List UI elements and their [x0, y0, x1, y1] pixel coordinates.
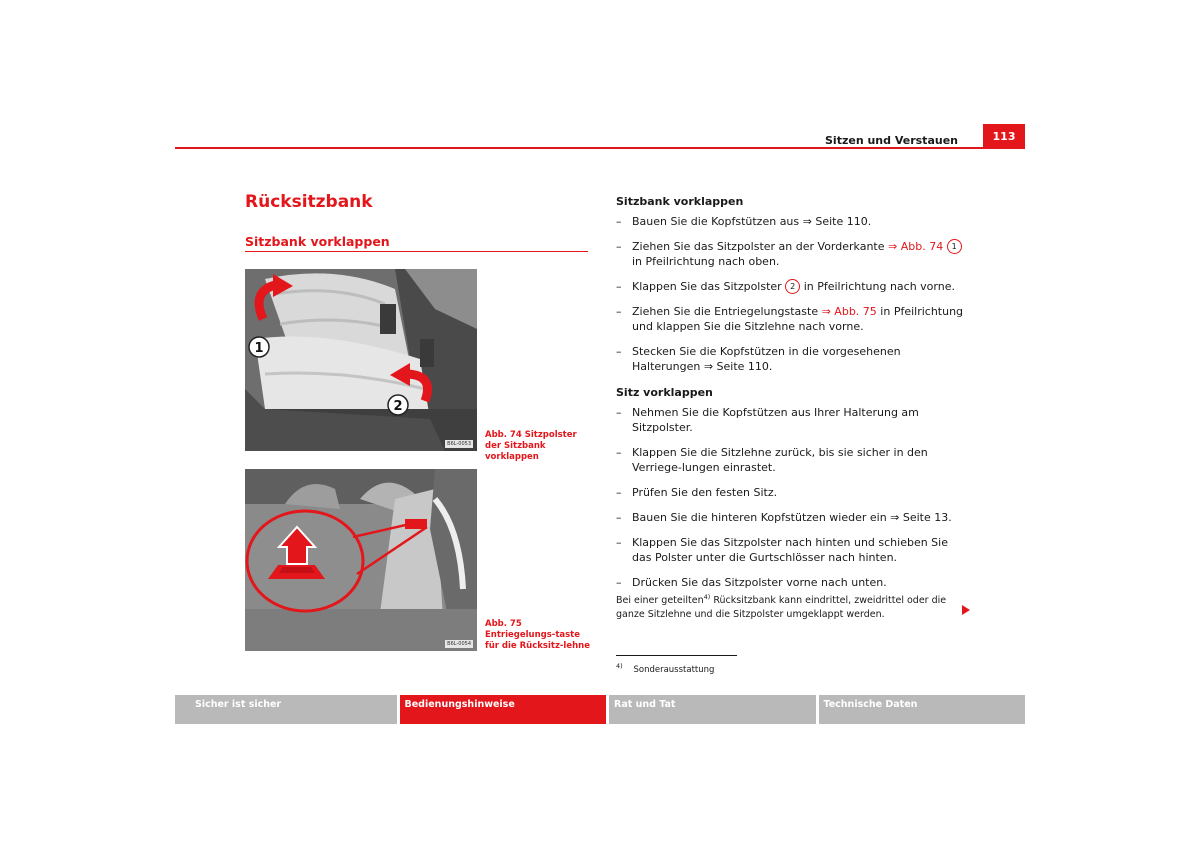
footnote-text: Sonderausstattung: [633, 665, 715, 675]
svg-text:2: 2: [393, 399, 403, 414]
tab-technische-daten[interactable]: Technische Daten: [819, 695, 1026, 724]
footnote-rule: [616, 655, 737, 656]
footer-tabs: [175, 695, 1025, 724]
step-item: – Bauen Sie die hinteren Kopfstützen wieder ein ⇒ Seite 13.: [616, 510, 966, 525]
page-number: 113: [983, 124, 1025, 149]
callout-marker: 2: [785, 279, 800, 294]
step-item: [616, 239, 966, 269]
header-title: Sitzen und Verstauen: [825, 134, 958, 147]
footnote: [616, 662, 714, 675]
step-item: – Prüfen Sie den festen Sitz.: [616, 485, 966, 500]
note-text: Rücksitzbank kann eindrittel, zweidrittel oder die ganze Sitzlehne und die Sitzpolster umgeklappt werden.: [616, 595, 947, 620]
figure-reference-link[interactable]: ⇒ Abb. 74: [888, 240, 944, 253]
main-title: Rücksitzbank: [245, 192, 373, 212]
step-text: Ziehen Sie das Sitzpolster an der Vorderkante: [632, 240, 885, 253]
step-text: in Pfeilrichtung nach vorne.: [803, 280, 955, 293]
sub-title-rule: [245, 251, 588, 252]
sub-title: Sitzbank vorklappen: [245, 234, 390, 249]
step-list: [616, 405, 966, 590]
step-item: [616, 304, 966, 334]
header-rule: [175, 147, 983, 149]
callout-marker: 1: [947, 239, 962, 254]
figure-code: B6L-0053: [447, 441, 471, 447]
step-text: in Pfeilrichtung nach oben.: [632, 255, 780, 268]
svg-text:1: 1: [254, 341, 264, 356]
figure-74-illustration: [245, 269, 477, 451]
step-item: – Drücken Sie das Sitzpolster vorne nach unten.: [616, 575, 966, 590]
step-list: [616, 214, 966, 374]
step-text: in Pfeilrichtung und klappen Sie die Sitzlehne nach vorne.: [632, 305, 964, 333]
figure-reference-link[interactable]: ⇒ Abb. 75: [821, 305, 877, 318]
step-text: Klappen Sie das Sitzpolster: [632, 280, 782, 293]
tab-bedienungshinweise[interactable]: Bedienungshinweise: [400, 695, 607, 724]
section-sitzbank-vorklappen: [616, 194, 966, 384]
step-item: – Klappen Sie das Sitzpolster nach hinten und schieben Sie das Polster unter die Gurtschlösser nach hinten.: [616, 535, 966, 565]
figure-75-release-button: [245, 469, 477, 651]
figure-74-caption: Abb. 74 Sitzpolster der Sitzbank vorklappen: [485, 430, 577, 462]
tab-sicher-ist-sicher[interactable]: Sicher ist sicher: [175, 695, 397, 724]
footnote-marker: 4): [703, 593, 711, 601]
section-sitz-vorklappen: [616, 385, 966, 600]
continue-arrow-icon: [962, 605, 970, 615]
step-item: [616, 214, 966, 229]
section-title: Sitzbank vorklappen: [616, 195, 744, 208]
note-paragraph: [616, 590, 966, 622]
figure-74-seat-cushion: [245, 269, 477, 451]
footnote-mark: 4): [616, 662, 623, 670]
figure-75-caption: Abb. 75 Entriegelungs-taste für die Rücksitz-lehne: [485, 619, 590, 651]
note-text: Bei einer geteilten: [616, 595, 704, 606]
figure-75-illustration: [245, 469, 477, 651]
step-text: Stecken Sie die Kopfstützen in die vorgesehenen Halterungen ⇒ Seite 110.: [632, 345, 901, 373]
tab-rat-und-tat[interactable]: Rat und Tat: [609, 695, 816, 724]
step-item: – Klappen Sie die Sitzlehne zurück, bis sie sicher in den Verriege-lungen einrastet.: [616, 445, 966, 475]
step-item: [616, 344, 966, 374]
section-title: Sitz vorklappen: [616, 386, 713, 399]
step-text: Ziehen Sie die Entriegelungstaste: [632, 305, 819, 318]
step-item: [616, 279, 966, 294]
step-text: Bauen Sie die Kopfstützen aus ⇒ Seite 110.: [632, 215, 872, 228]
step-item: – Nehmen Sie die Kopfstützen aus Ihrer Halterung am Sitzpolster.: [616, 405, 966, 435]
figure-code: B6L-0054: [447, 641, 471, 647]
